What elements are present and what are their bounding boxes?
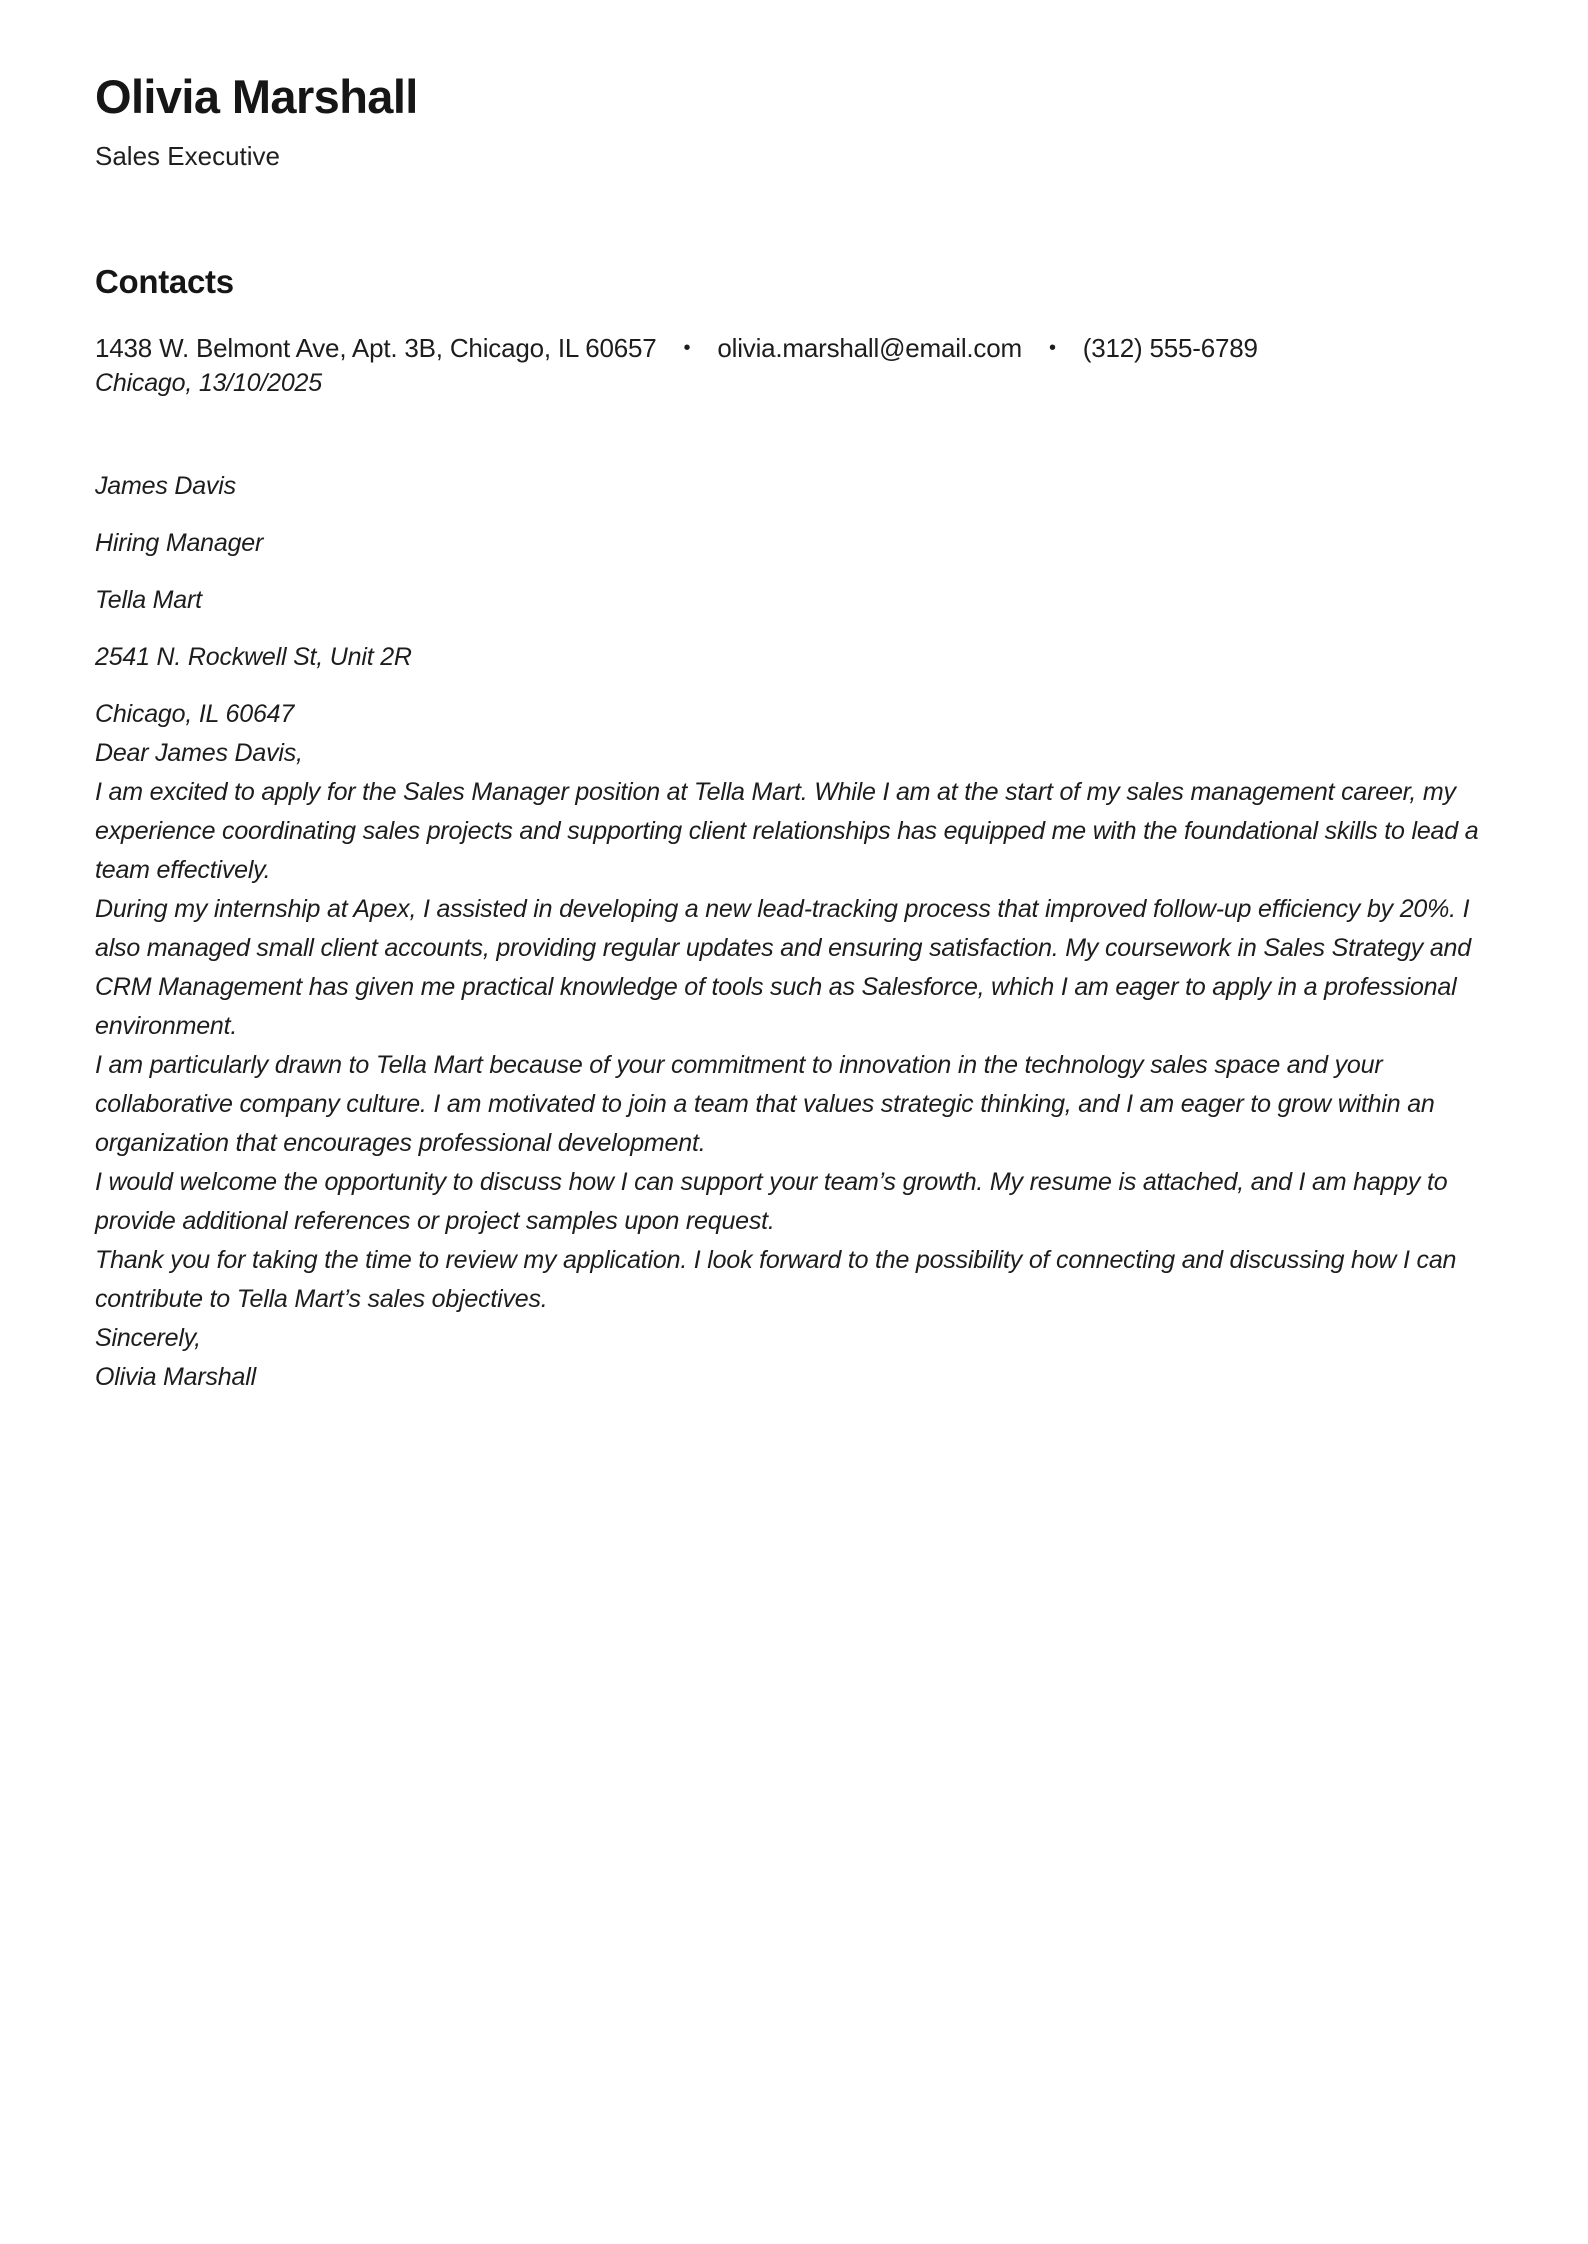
contact-phone: (312) 555-6789 xyxy=(1082,333,1258,363)
paragraph-thanks: Thank you for taking the time to review my application. I look forward to the possibility of connecting and discussing how I can contribute to Tella Mart’s sales objectives. xyxy=(95,1246,1457,1313)
date-line: Chicago, 13/10/2025 xyxy=(95,369,322,397)
bullet-separator-icon: • xyxy=(1048,337,1056,359)
paragraph-motivation: I am particularly drawn to Tella Mart because of your commitment to innovation in the technology sales space and your collaborative company culture. I am motivated to join a team that values strategic thinking, and I am eager to grow within an organization that encourages professional development. xyxy=(95,1051,1435,1157)
signature: Olivia Marshall xyxy=(95,1363,256,1391)
paragraph-request: I would welcome the opportunity to discuss how I can support your team’s growth. My resume is attached, and I am happy to provide additional references or project samples upon request. xyxy=(95,1168,1448,1235)
person-name: Olivia Marshall xyxy=(95,70,418,123)
contacts-heading: Contacts xyxy=(95,263,234,300)
person-job-title: Sales Executive xyxy=(95,141,280,171)
contact-line xyxy=(95,332,1510,364)
recipient-block xyxy=(95,467,1510,734)
recipient-role: Hiring Manager xyxy=(95,529,264,557)
paragraph-experience: During my internship at Apex, I assisted in developing a new lead-tracking process that improved follow-up efficiency by 20%. I also managed small client accounts, providing regular updates and ensuring satisfaction. My coursework in Sales Strategy and CRM Management has given me practical knowledge of tools such as Salesforce, which I am eager to apply in a professional environment. xyxy=(95,895,1471,1040)
bullet-separator-icon: • xyxy=(683,337,691,359)
recipient-company: Tella Mart xyxy=(95,586,202,614)
letter-body xyxy=(95,364,1510,1397)
recipient-city: Chicago, IL 60647 xyxy=(95,700,295,728)
paragraph-intro: I am excited to apply for the Sales Manager position at Tella Mart. While I am at the start of my sales management career, my experience coordinating sales projects and supporting client relationships has equipped me with the foundational skills to lead a team effectively. xyxy=(95,778,1479,884)
salutation: Dear James Davis, xyxy=(95,739,303,767)
contact-address: 1438 W. Belmont Ave, Apt. 3B, Chicago, IL 60657 xyxy=(95,333,657,363)
closing: Sincerely, xyxy=(95,1324,201,1352)
recipient-street: 2541 N. Rockwell St, Unit 2R xyxy=(95,643,412,671)
contact-email: olivia.marshall@email.com xyxy=(717,333,1022,363)
recipient-name: James Davis xyxy=(95,472,236,500)
